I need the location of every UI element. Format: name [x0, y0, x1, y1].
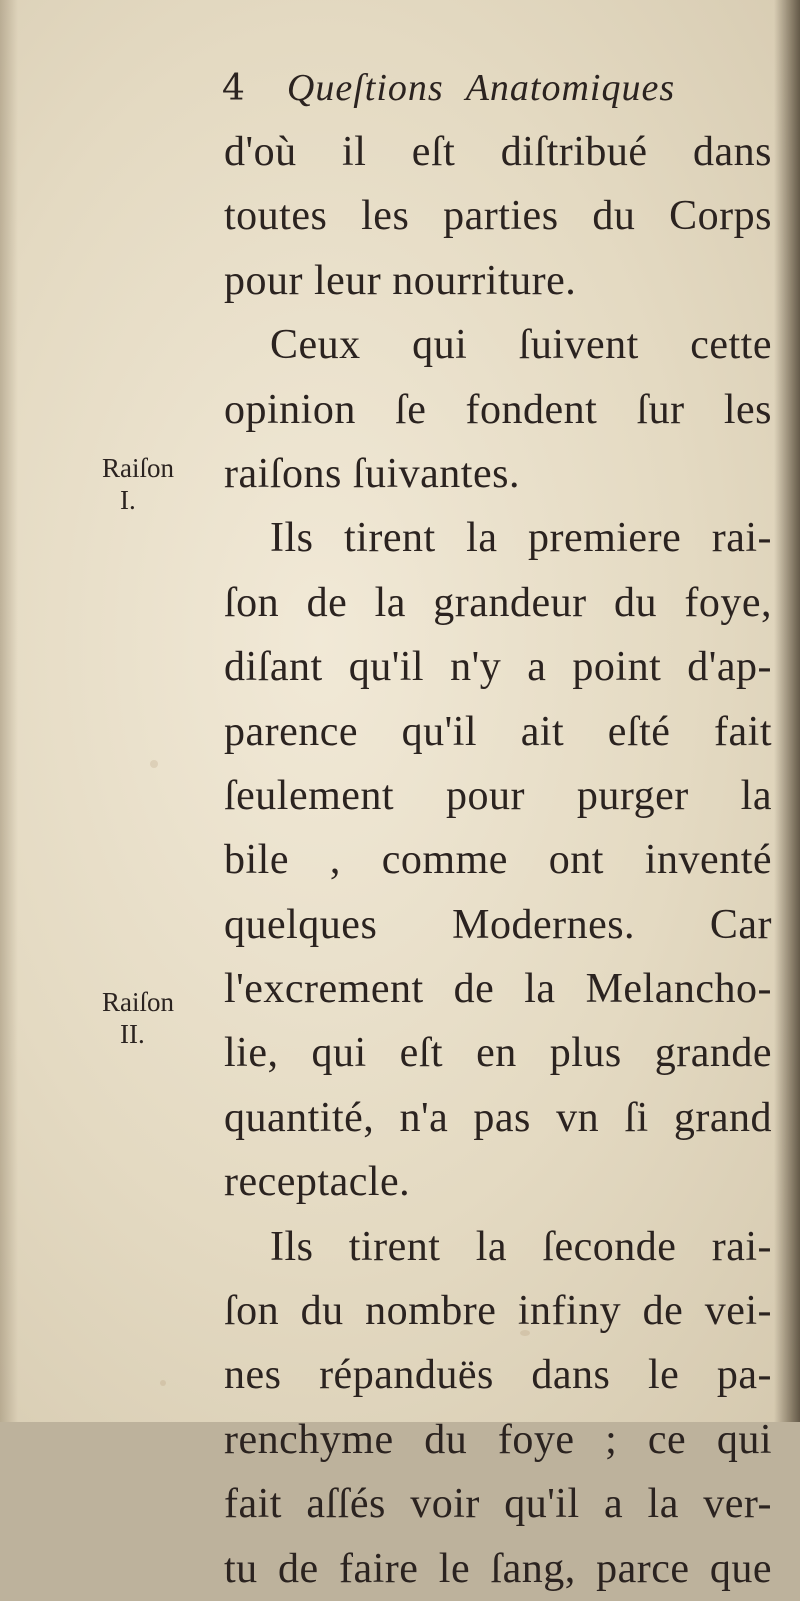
text-line: l'excrement de la Melancho- — [224, 966, 772, 1013]
text-line: renchyme du foye ; ce qui — [224, 1416, 772, 1463]
text-line: Ils tirent la ſeconde rai- — [270, 1223, 772, 1270]
page-left-edge — [0, 0, 18, 1422]
body-text — [224, 120, 772, 1601]
margin-note-number: II. — [120, 1019, 145, 1049]
text-line: Ceux qui ſuivent cette — [270, 322, 772, 369]
margin-note-number: I. — [120, 485, 136, 515]
text-line: pour leur nourriture. — [224, 257, 577, 304]
text-line: lie, qui eſt en plus grande — [224, 1030, 772, 1077]
text-line: nes répanduës dans le pa- — [224, 1352, 772, 1399]
text-line: quelques Modernes. Car — [224, 901, 772, 948]
foxing-spot — [150, 760, 158, 768]
text-line: raiſons ſuivantes. — [224, 450, 520, 497]
running-title-part1: Queſtions — [286, 67, 444, 109]
text-line: d'où il eſt diſtribué dans — [224, 129, 772, 175]
text-line: diſant qu'il n'y a point d'ap- — [224, 644, 772, 691]
margin-note-label: Raiſon — [102, 453, 174, 483]
page-number: 4 — [222, 68, 245, 109]
text-line: fait aſſés voir qu'il a la ver- — [224, 1481, 772, 1528]
text-line: receptacle. — [224, 1159, 411, 1206]
text-line: ſon du nombre infiny de vei- — [224, 1288, 772, 1335]
text-line: opinion ſe fondent ſur les — [224, 386, 772, 433]
running-title — [287, 66, 675, 110]
margin-note — [102, 452, 174, 516]
margin-note — [102, 986, 174, 1050]
text-line: ſon de la grandeur du foye, — [224, 579, 772, 626]
text-line: bile , comme ont inventé — [224, 837, 772, 884]
text-line: quantité, n'a pas vn ſi grand — [224, 1094, 772, 1141]
margin-note-label: Raiſon — [102, 987, 174, 1017]
page-gutter-shadow — [774, 0, 800, 1422]
text-line: toutes les parties du Corps — [224, 193, 772, 240]
running-header — [222, 66, 675, 116]
foxing-spot — [160, 1380, 166, 1386]
text-line: Ils tirent la premiere rai- — [270, 515, 772, 562]
running-title-part2: Anatomiques — [465, 67, 676, 109]
text-line: parence qu'il ait eſté fait — [224, 708, 772, 755]
text-line: ſeulement pour purger la — [224, 772, 772, 819]
text-line: tu de faire le ſang, parce que — [224, 1545, 772, 1592]
